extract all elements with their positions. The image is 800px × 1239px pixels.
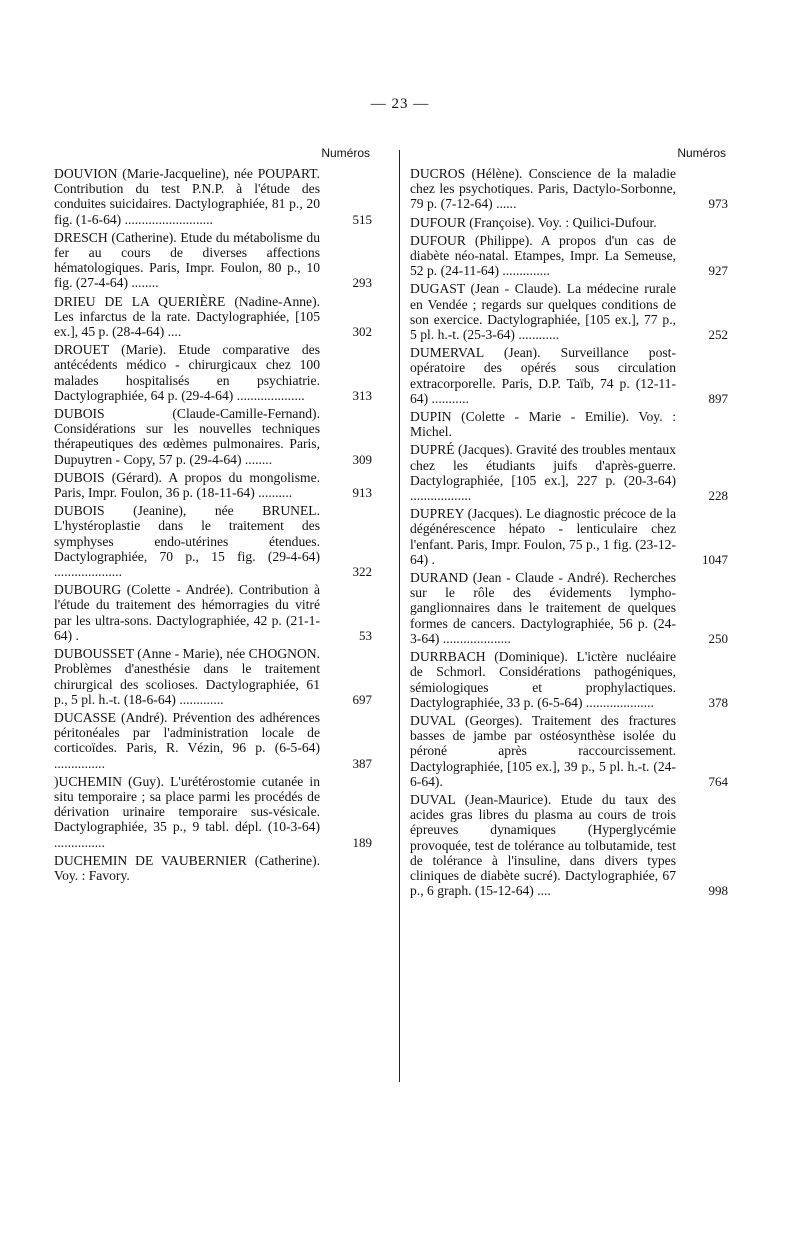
entry-number: 913 <box>352 485 372 501</box>
entry-text: DUBOIS (Jeanine), née BRUNEL. L'hystéroplastie dans le traitement des symphyses endo-utérines étendues. Dactylographiée, 70 p., 15 fig. (29-4-64) .................... <box>54 503 320 580</box>
entry-number: 293 <box>352 275 372 291</box>
entry-text: DUFOUR (Philippe). A propos d'un cas de diabète néo-natal. Etampes, Impr. La Semeuse, 52 p. (24-11-64) .............. <box>410 232 676 279</box>
bibliography-entry <box>54 230 372 291</box>
entry-number: 252 <box>708 327 728 343</box>
entry-number: 1047 <box>702 551 728 567</box>
entry-text: )UCHEMIN (Guy). L'urétérostomie cutanée in situ temporaire ; sa place parmi les procédés de dérivation urinaire temporaire sus-vésicale. Dactylographiée, 35 p., 9 tabl. dépl. (10-3-64) ............... <box>54 773 320 850</box>
bibliography-entry <box>410 281 728 342</box>
bibliography-entry <box>54 582 372 643</box>
entry-number: 515 <box>352 211 372 227</box>
entry-number: 897 <box>708 390 728 406</box>
bibliography-entry <box>54 710 372 771</box>
entry-text: DUPREY (Jacques). Le diagnostic précoce de la dégénérescence hépato - lenticulaire chez l'enfant. Paris, Impr. Foulon, 75 p., 1 fig. (23-12-64) . <box>410 506 676 567</box>
bibliography-entry <box>410 166 728 212</box>
entry-number: 378 <box>708 694 728 710</box>
entry-text: DURRBACH (Dominique). L'ictère nucléaire de Schmorl. Considérations pathogéniques, sémiologiques et prophylactiques. Dactylographiée, 33 p. (6-5-64) .................... <box>410 649 676 710</box>
entry-number: 927 <box>708 263 728 279</box>
column-header-right: Numéros <box>677 146 726 160</box>
entry-text: DUVAL (Georges). Traitement des fractures basses de jambe par ostéosynthèse isolée du péroné après raccourcissement. Dactylographiée, [105 ex.], 39 p., 5 pl. h.-t. (24-6-64). <box>410 712 676 789</box>
entry-text: DRESCH (Catherine). Etude du métabolisme du fer au cours de diverses affections hématologiques. Paris, Impr. Foulon, 80 p., 10 fig. (27-4-64) ........ <box>54 229 320 291</box>
entry-number: 998 <box>708 883 728 899</box>
bibliography-entry <box>410 215 728 230</box>
entry-text: DUGAST (Jean - Claude). La médecine rurale en Vendée ; regards sur quelques conditions de son exercice. Dactylographiée, [105 ex.], 77 p., 5 pl. h.-t. (25-3-64) ............ <box>410 281 676 343</box>
entry-text: DUVAL (Jean-Maurice). Etude du taux des acides gras libres du plasma au cours de trois épreuves dynamiques (Hyperglycémie provoquée, test de tolérance au tolbutamide, test de tolérance à l'insuline, dans divers types cliniques de diabète sucré). Dactylographiée, 67 p., 6 graph. (15-12-64) .... <box>410 791 676 899</box>
bibliography-entry <box>410 649 728 710</box>
entry-number: 228 <box>708 488 728 504</box>
column-header-left: Numéros <box>321 146 370 160</box>
entry-text: DUBOUSSET (Anne - Marie), née CHOGNON. Problèmes d'anesthésie dans le traitement chirurgical des scolioses. Dactylographiée, 61 p., 5 pl. h.-t. (18-6-64) ............. <box>54 646 320 707</box>
bibliography-entry <box>54 470 372 500</box>
entry-text: DUCASSE (André). Prévention des adhérences péritonéales par l'administration locale de corticoïdes. Paris, R. Vézin, 96 p. (6-5-64) ............... <box>54 709 320 771</box>
entry-text: DUCROS (Hélène). Conscience de la maladie chez les psychotiques. Paris, Dactylo-Sorbonne, 79 p. (7-12-64) ...... <box>410 166 676 212</box>
bibliography-entry <box>410 792 728 898</box>
left-column <box>54 146 372 886</box>
page-number: — 23 — <box>370 96 430 112</box>
entry-number: 697 <box>352 691 372 707</box>
bibliography-entry <box>410 713 728 789</box>
entry-text: DUBOIS (Claude-Camille-Fernand). Considérations sur les nouvelles techniques thérapeutiques des œdèmes pulmonaires. Paris, Dupuytren - Copy, 57 p. (29-4-64) ........ <box>54 406 320 467</box>
entry-text: DRIEU DE LA QUERIÈRE (Nadine-Anne). Les infarctus de la rate. Dactylographiée, [105 ex.], 45 p. (28-4-64) .... <box>54 293 320 340</box>
entry-text: DUFOUR (Françoise). Voy. : Quilici-Dufour. <box>410 214 657 230</box>
entry-number: 322 <box>352 564 372 580</box>
bibliography-entry <box>410 233 728 279</box>
bibliography-entry <box>54 166 372 227</box>
bibliography-entry <box>410 506 728 567</box>
entry-number: 387 <box>352 755 372 771</box>
entry-text: DUCHEMIN DE VAUBERNIER (Catherine). Voy. : Favory. <box>54 852 320 883</box>
bibliography-entry <box>410 345 728 406</box>
entry-text: DOUVION (Marie-Jacqueline), née POUPART. Contribution du test P.N.P. à l'étude des conduites suicidaires. Dactylographiée, 81 p., 20 fig. (1-6-64) .......................... <box>54 166 320 227</box>
entry-number: 302 <box>352 324 372 340</box>
bibliography-entry <box>54 646 372 707</box>
entry-text: DUPRÉ (Jacques). Gravité des troubles mentaux chez les étudiants juifs d'après-guerre. Dactylographiée, [105 ex.], 227 p. (20-3-64) .................. <box>410 442 676 504</box>
entry-text: DUPIN (Colette - Marie - Emilie). Voy. : Michel. <box>410 409 676 440</box>
entry-number: 309 <box>352 451 372 467</box>
left-entry-list <box>54 166 372 883</box>
bibliography-entry <box>410 442 728 503</box>
bibliography-entry <box>54 406 372 467</box>
bibliography-entry <box>54 774 372 850</box>
bibliography-entry <box>54 294 372 340</box>
entry-number: 313 <box>352 387 372 403</box>
bibliography-entry <box>54 342 372 403</box>
column-divider <box>399 150 400 1082</box>
entry-number: 973 <box>708 196 728 212</box>
bibliography-entry <box>410 570 728 646</box>
entry-text: DUMERVAL (Jean). Surveillance post-opératoire des opérés sous circulation extracorporelle. Paris, D.P. Taïb, 74 p. (12-11-64) ........... <box>410 345 676 406</box>
entry-text: DURAND (Jean - Claude - André). Recherches sur le rôle des évidements lympho-ganglionnaires dans le traitement de quelques formes de cancers. Dactylographiée, 56 p. (24-3-64) .................... <box>410 570 676 646</box>
entry-number: 250 <box>708 630 728 646</box>
entry-text: DUBOIS (Gérard). A propos du mongolisme. Paris, Impr. Foulon, 36 p. (18-11-64) .......... <box>54 469 320 501</box>
bibliography-entry <box>54 853 372 883</box>
entry-text: DUBOURG (Colette - Andrée). Contribution à l'étude du traitement des hémorragies du vitré par les ultra-sons. Dactylographiée, 42 p. (21-1-64) . <box>54 582 320 643</box>
bibliography-entry <box>54 503 372 579</box>
bibliography-entry <box>410 409 728 439</box>
right-column <box>410 146 728 901</box>
entry-number: 53 <box>359 627 372 643</box>
entry-number: 189 <box>352 834 372 850</box>
entry-number: 764 <box>708 773 728 789</box>
right-entry-list <box>410 166 728 898</box>
entry-text: DROUET (Marie). Etude comparative des antécédents médico - chirurgicaux chez 100 malades hospitalisés en psychiatrie. Dactylographiée, 64 p. (29-4-64) .................... <box>54 342 320 403</box>
